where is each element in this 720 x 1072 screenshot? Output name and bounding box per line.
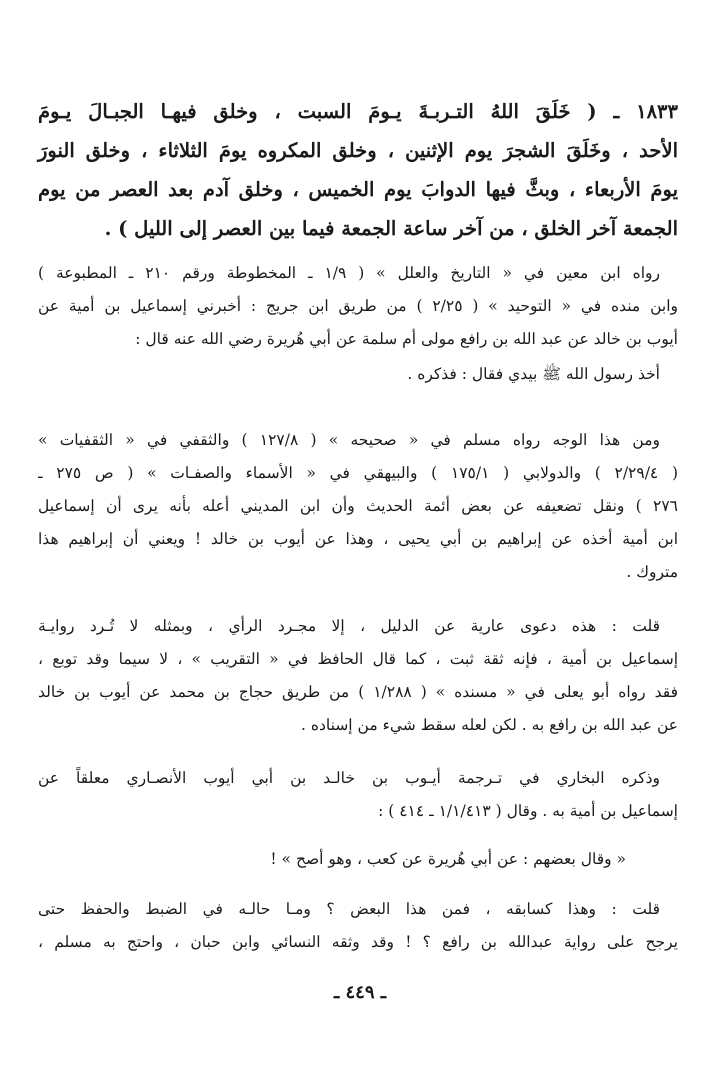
text-line: إسماعيل بن أمية ، فإنه ثقة ثبت ، كما قال الحافظ في « التقريب » ، لا سيما وقد توبع ، — [38, 650, 678, 668]
paragraph-bukhari — [38, 762, 678, 828]
text-line: أخذ رسول الله ﷺ بيدي فقال : فذكره . — [407, 365, 660, 383]
hadith-line: الجمعة آخر الخلق ، من آخر ساعة الجمعة فيما بين العصر إلى الليل ) . — [104, 217, 678, 240]
hadith-text — [38, 92, 678, 248]
text-line: عن عبد الله بن رافع به . لكن لعله سقط شيء من إسناده . — [301, 716, 678, 734]
text-line: ( ٢/٢٩/٤ ) والدولابي ( ١٧٥/١ ) والبيهقي في « الأسماء والصفـات » ( ص ٢٧٥ ـ — [38, 464, 678, 482]
text-line: قلت : هذه دعوى عارية عن الدليل ، إلا مجـرد الرأي ، وبمثله لا تُـرد روايـة — [38, 617, 660, 635]
text-line: قلت : وهذا كسابقه ، فمن هذا البعض ؟ ومـا حالـه في الضبط والحفظ حتى — [38, 900, 660, 918]
hadith-line: ١٨٣٣ ـ ( خَلَقَ اللهُ التـربـةَ يـومَ السبت ، وخلق فيهـا الجبـالَ يـومَ — [38, 100, 678, 123]
text-line: رواه ابن معين في « التاريخ والعلل » ( ١/٩ ـ المخطوطة ورقم ٢١٠ ـ المطبوعة ) — [38, 264, 660, 282]
text-line: ابن أمية أخذه عن إبراهيم بن أبي يحيى ، وهذا عن أيوب بن خالد ! ويعني أن إبراهيم هذا — [38, 530, 678, 548]
text-line: وابن منده في « التوحيد » ( ٢/٢٥ ) من طريق ابن جريج : أخبرني إسماعيل بن أمية عن — [38, 297, 678, 315]
page-number: ـ ٤٤٩ ـ — [333, 982, 387, 1003]
text-line: ومن هذا الوجه رواه مسلم في « صحيحه » ( ١٢٧/٨ ) والثقفي في « الثقفيات » — [38, 431, 660, 449]
text-line: وذكره البخاري في تـرجمة أيـوب بن خالـد بن أبي أيوب الأنصـاري معلقاً عن — [38, 769, 660, 787]
text-line: متروك . — [626, 563, 678, 581]
paragraph-comment — [38, 610, 678, 742]
text-line: « وقال بعضهم : عن أبي هُريرة عن كعب ، وهو أصح » ! — [270, 850, 626, 868]
hadith-line: يومَ الأربعاء ، وبثَّ فيها الدوابَ يوم الخميس ، وخلق آدم بعد العصر من يوم — [38, 178, 678, 201]
text-line: فقد رواه أبو يعلى في « مسنده » ( ١/٢٨٨ ) من طريق حجاج بن محمد عن أيوب بن خالد — [38, 683, 678, 701]
hadith-line: الأحد ، وخَلَقَ الشجرَ يوم الإثنين ، وخلق المكروه يومَ الثلاثاء ، وخلق النورَ — [38, 139, 678, 162]
paragraph-citation — [38, 843, 678, 876]
text-line: إسماعيل بن أمية به . وقال ( ١/١/٤١٣ ـ ٤١٤ ) : — [378, 802, 678, 820]
paragraph-narration — [38, 257, 678, 356]
paragraph-quote — [38, 358, 678, 391]
text-line: أيوب بن خالد عن عبد الله بن رافع مولى أم سلمة عن أبي هُريرة رضي الله عنه قال : — [135, 330, 678, 348]
text-line: يرجح على رواية عبدالله بن رافع ؟ ! وقد وثقه النسائي وابن حبان ، واحتج به مسلم ، — [38, 933, 678, 951]
text-line: ٢٧٦ ) ونقل تضعيفه عن بعض أئمة الحديث وأن ابن المديني أعله بأنه يرى أن إسماعيل — [38, 497, 678, 515]
paragraph-rebuttal — [38, 893, 678, 959]
paragraph-sources — [38, 424, 678, 589]
